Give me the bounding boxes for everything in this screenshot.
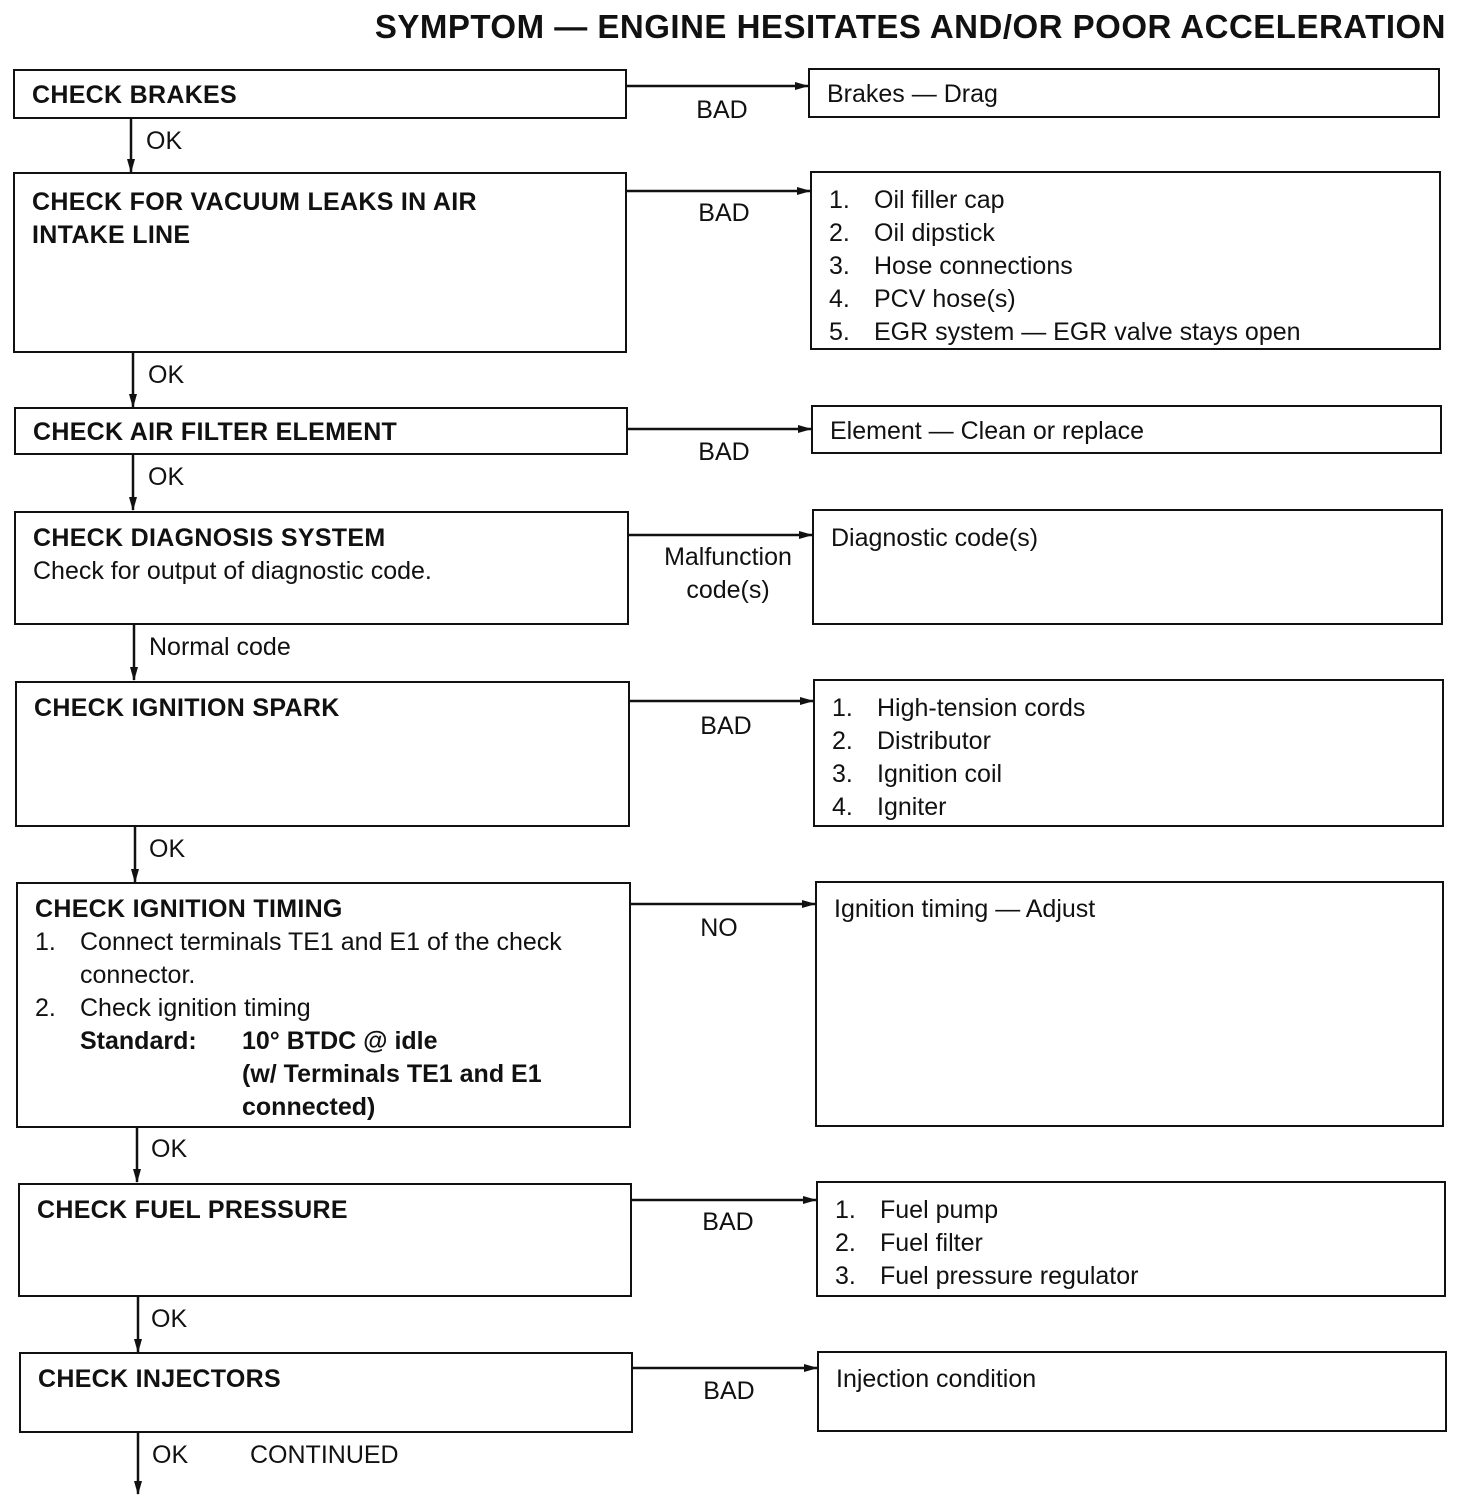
step-1-branch-label: BAD	[696, 96, 748, 124]
step-3-branch-label: BAD	[698, 438, 750, 466]
step-6-next-label: OK	[151, 1135, 188, 1163]
check-ignition-spark-box	[15, 681, 630, 827]
result-item: 4. Igniter	[832, 793, 947, 821]
check-injectors-box	[19, 1352, 633, 1433]
sub-step: 2. Check ignition timing	[35, 994, 311, 1022]
ignition-timing-steps	[35, 926, 613, 1025]
step-7-branch-label: BAD	[702, 1208, 754, 1236]
step-3-check: CHECK AIR FILTER ELEMENT	[33, 418, 398, 446]
fuel-pressure-result-box	[816, 1181, 1446, 1297]
step-5-next-label: OK	[149, 835, 186, 863]
result-item: 2. Distributor	[832, 727, 991, 755]
step-2-check: CHECK FOR VACUUM LEAKS IN AIR INTAKE LINE	[32, 188, 477, 249]
sub-step: 1. Connect terminals TE1 and E1 of the check connector.	[35, 928, 562, 989]
step-2-branch-label: BAD	[698, 199, 750, 227]
vacuum-leaks-result-list	[829, 184, 1423, 349]
step-8-check: CHECK INJECTORS	[38, 1365, 281, 1393]
result-item: 1. Oil filler cap	[829, 186, 1005, 214]
vacuum-leaks-result-box	[810, 171, 1441, 350]
diagram-title: SYMPTOM — ENGINE HESITATES AND/OR POOR ACCELERATION	[374, 8, 1446, 45]
standard-value: 10° BTDC @ idle (w/ Terminals TE1 and E1 connected)	[242, 1027, 542, 1121]
brakes-result-box	[808, 68, 1440, 118]
diagnosis-result-box	[812, 509, 1443, 625]
check-ignition-timing-box	[16, 882, 631, 1128]
step-3-next-label: OK	[148, 463, 185, 491]
check-air-filter-box	[14, 407, 628, 455]
step-5-branch-label: BAD	[700, 712, 752, 740]
step-2-next-label: OK	[148, 361, 185, 389]
result-item: 2. Oil dipstick	[829, 219, 995, 247]
step-4-next-label: Normal code	[149, 633, 291, 661]
standard-label: Standard:	[80, 1027, 197, 1055]
fuel-pressure-result-list	[835, 1194, 1428, 1293]
step-4-detail: Check for output of diagnostic code.	[33, 557, 432, 585]
result-item: 4. PCV hose(s)	[829, 285, 1016, 313]
step-5-check: CHECK IGNITION SPARK	[34, 694, 340, 722]
step-8-next-label: OK	[152, 1441, 189, 1469]
result-item: 3. Fuel pressure regulator	[835, 1262, 1139, 1290]
step-4-check: CHECK DIAGNOSIS SYSTEM	[33, 524, 386, 552]
ignition-timing-result-box	[815, 881, 1444, 1127]
step-6-branch-label: NO	[700, 914, 738, 942]
step-8-branch-label: BAD	[703, 1377, 755, 1405]
check-vacuum-leaks-box	[13, 172, 627, 353]
result-item: 2. Fuel filter	[835, 1229, 983, 1257]
step-1-result: Brakes — Drag	[827, 80, 998, 108]
check-brakes-box	[13, 69, 627, 119]
step-1-check: CHECK BRAKES	[32, 81, 238, 109]
step-1-next-label: OK	[146, 127, 183, 155]
step-7-next-label: OK	[151, 1305, 188, 1333]
result-item: 3. Hose connections	[829, 252, 1073, 280]
check-diagnosis-box	[14, 511, 629, 625]
check-fuel-pressure-box	[18, 1183, 632, 1297]
result-item: 1. High-tension cords	[832, 694, 1086, 722]
result-item: 1. Fuel pump	[835, 1196, 999, 1224]
step-6-check: CHECK IGNITION TIMING	[35, 895, 343, 923]
step-4-result: Diagnostic code(s)	[831, 524, 1039, 552]
continued-label: CONTINUED	[250, 1441, 399, 1469]
ignition-spark-result-box	[813, 679, 1444, 827]
step-7-check: CHECK FUEL PRESSURE	[37, 1196, 348, 1224]
result-item: 3. Ignition coil	[832, 760, 1003, 788]
result-item: 5. EGR system — EGR valve stays open	[829, 318, 1301, 346]
ignition-timing-standard	[35, 1025, 613, 1124]
step-4-branch-label: Malfunction code(s)	[664, 543, 792, 604]
injectors-result-box	[817, 1351, 1447, 1432]
ignition-spark-result-list	[832, 692, 1426, 824]
air-filter-result-box	[811, 405, 1442, 454]
step-8-result: Injection condition	[836, 1365, 1037, 1393]
step-6-result: Ignition timing — Adjust	[834, 895, 1096, 923]
step-3-result: Element — Clean or replace	[830, 417, 1145, 445]
